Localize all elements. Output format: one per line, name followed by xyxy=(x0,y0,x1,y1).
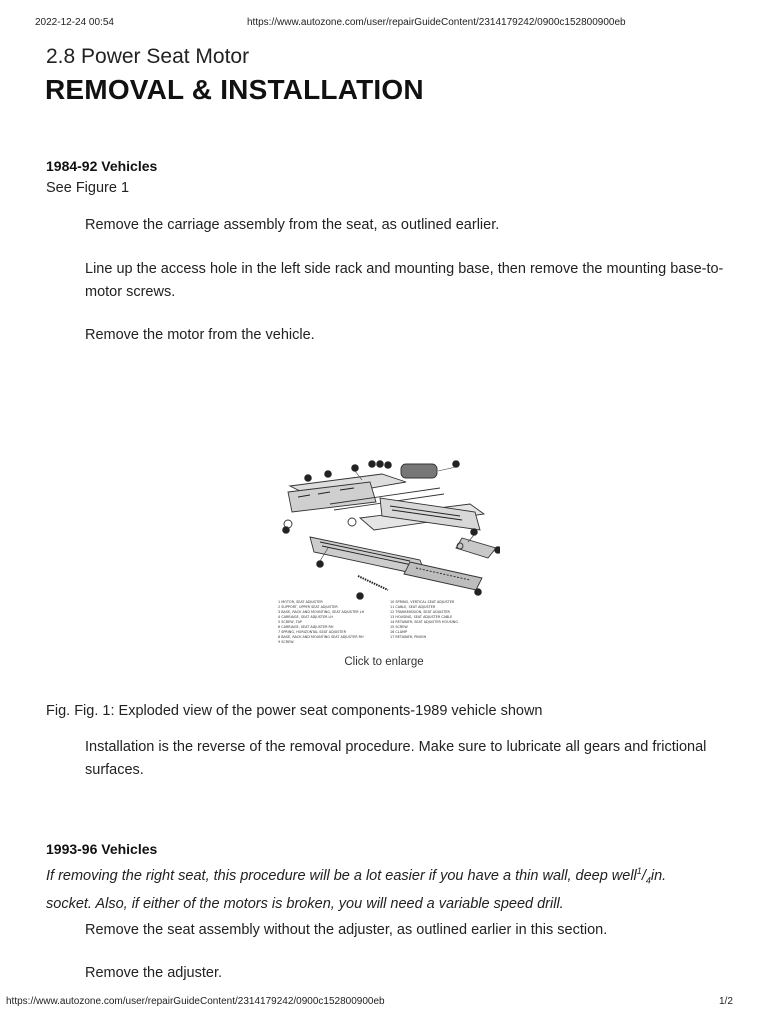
svg-text:6 CARRIAGE, SEAT ADJUSTER RH: 6 CARRIAGE, SEAT ADJUSTER RH xyxy=(278,625,334,629)
svg-text:13 HOUSING, SEAT ADJUSTER CAB: 13 HOUSING, SEAT ADJUSTER CABLE xyxy=(390,615,453,619)
svg-text:11 CABLE, SEAT ADJUSTER: 11 CABLE, SEAT ADJUSTER xyxy=(390,605,436,609)
section-title: 2.8 Power Seat Motor xyxy=(46,45,250,68)
click-to-enlarge-link[interactable]: Click to enlarge xyxy=(344,656,424,668)
svg-text:4 CARRIAGE, SEAT ADJUSTER LH: 4 CARRIAGE, SEAT ADJUSTER LH xyxy=(278,615,333,619)
svg-text:14 RETAINER, SEAT ADJUSTER HO: 14 RETAINER, SEAT ADJUSTER HOUSING xyxy=(390,620,458,624)
svg-text:8 BASE, RACK AND MOUNTING SEA: 8 BASE, RACK AND MOUNTING SEAT ADJUSTER RH xyxy=(278,635,364,639)
step-remove-motor: Remove the motor from the vehicle. xyxy=(85,327,315,343)
page-title: REMOVAL & INSTALLATION xyxy=(45,74,424,105)
step-line-up-access-hole: Line up the access hole in the left side rack and mounting base, then remove the mounting base-to-motor screws. xyxy=(85,261,724,300)
procedure-note: If removing the right seat, this procedure will be a lot easier if you have a thin wall, deep $well^1/_4in$. socket. Also, if either of the motors is broken, you will need a variable speed drill. xyxy=(46,866,667,912)
svg-text:3 BASE, RACK AND MOUNTING, SE: 3 BASE, RACK AND MOUNTING, SEAT ADJUSTER LH xyxy=(278,610,365,614)
svg-text:1 MOTOR, SEAT ADJUSTER: 1 MOTOR, SEAT ADJUSTER xyxy=(278,600,323,604)
component-legend xyxy=(278,600,458,644)
svg-text:7 SPRING, HORIZONTAL SEAT ADJ: 7 SPRING, HORIZONTAL SEAT ADJUSTER xyxy=(278,630,346,634)
see-figure-link[interactable]: See Figure 1 xyxy=(46,180,130,196)
svg-text:17 RETAINER, PINION: 17 RETAINER, PINION xyxy=(390,635,426,639)
svg-text:12 TRANSMISSION, SEAT ADJUSTE: 12 TRANSMISSION, SEAT ADJUSTER xyxy=(390,610,450,614)
footer-url: https://www.autozone.com/user/repairGuideContent/2314179242/0900c152800900eb xyxy=(6,996,385,1007)
svg-text:5 SCREW, TAP: 5 SCREW, TAP xyxy=(278,620,302,624)
svg-text:16 CLAMP: 16 CLAMP xyxy=(390,630,408,634)
exploded-view-figure[interactable] xyxy=(270,452,500,654)
svg-text:10 SPRING, VERTICAL SEAT ADJU: 10 SPRING, VERTICAL SEAT ADJUSTER xyxy=(390,600,455,604)
svg-text:9 SCREW: 9 SCREW xyxy=(278,640,294,644)
section-heading-1993-96: 1993-96 Vehicles xyxy=(46,841,158,857)
seat-components-diagram xyxy=(270,452,500,654)
svg-text:2 SUPPORT, UPPER SEAT ADJUSTE: 2 SUPPORT, UPPER SEAT ADJUSTER xyxy=(278,605,338,609)
step-remove-adjuster: Remove the adjuster. xyxy=(85,965,223,981)
print-datetime: 2022-12-24 00:54 xyxy=(35,17,114,28)
step-remove-carriage: Remove the carriage assembly from the seat, as outlined earlier. xyxy=(85,217,500,233)
step-installation: Installation is the reverse of the removal procedure. Make sure to lubricate all gears and frictional surfaces. xyxy=(85,739,707,778)
figure-caption: Fig. Fig. 1: Exploded view of the power seat components-1989 vehicle shown xyxy=(46,703,543,719)
print-url: https://www.autozone.com/user/repairGuideContent/2314179242/0900c152800900eb xyxy=(247,17,626,28)
page-number: 1/2 xyxy=(719,996,733,1007)
section-heading-1984-92: 1984-92 Vehicles xyxy=(46,158,158,174)
step-remove-seat-assembly: Remove the seat assembly without the adjuster, as outlined earlier in this section. xyxy=(85,922,608,938)
svg-text:15 SCREW: 15 SCREW xyxy=(390,625,408,629)
